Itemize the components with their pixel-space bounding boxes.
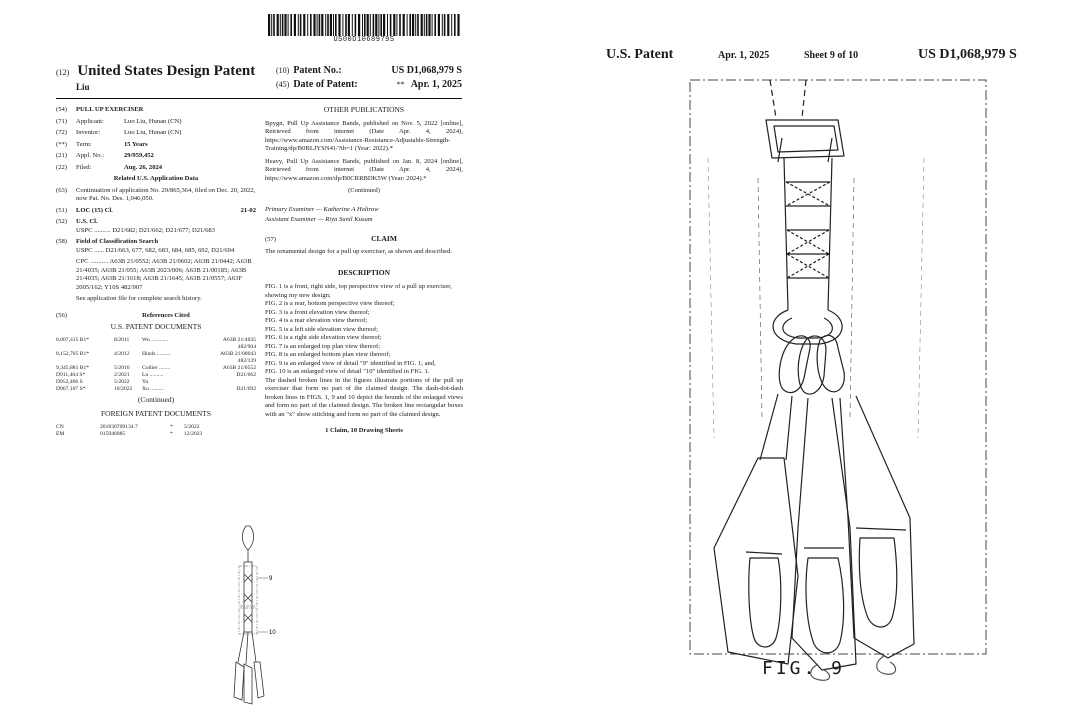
header-rule — [56, 98, 462, 99]
sheet-number: Sheet 9 of 10 — [804, 50, 859, 61]
description-line: FIG. 2 is a rear, bottom perspective view thereof; — [265, 300, 395, 307]
kind-code: (12) — [56, 68, 70, 77]
reference-row: 8,152,705 B1* 4/2012 Hinds .......... A63B 21/00043 482/139 — [56, 350, 256, 364]
related-continuation: (63) Continuation of application No. 29/865,364, filed on Dec. 20, 2022, now Pat. No. Des. 1,046,050. — [56, 186, 256, 202]
patent-number-block — [276, 65, 462, 93]
cpc-line: CPC ........... A63B 21/0552; A63B 21/0602; A63B 21/0442; A63B 21/4035; A63B 21/055; A63B 2023/006; A63B 21/00185; A63B 21/4035; A63B 21/1618; A63B 21/1645; A63B 21/0557; A63F 2005/162; Y10S 482/907 — [76, 258, 252, 291]
patent-number: US D1,068,979 S — [391, 65, 462, 76]
detail-10-label: 10 — [269, 630, 276, 636]
reference-row: D967,107 S* 10/2022 Xu .......... D21/692 — [56, 385, 256, 392]
figure-label: FIG. 9 — [762, 658, 846, 679]
publications-continued: (Continued) — [348, 187, 380, 194]
description-line: FIG. 7 is an enlarged top plan view thereof; — [265, 342, 381, 350]
reference-row: D911,464 S* 2/2021 Lu .......... D21/662 — [56, 371, 256, 378]
references-continued: (Continued) — [137, 394, 175, 404]
bibliographic-column — [56, 106, 256, 438]
biblio-inventor: (72) Inventor: Luo Liu, Hunan (CN) — [56, 129, 182, 136]
fig-9-drawing — [688, 78, 988, 688]
search-uspc: USPC ...... D21/663, 677, 682, 683, 684, 685, 692, D21/694 — [76, 246, 235, 254]
description-line: FIG. 9 is an enlarged view of detail "9" identified in FIG. 1; and, — [265, 359, 436, 367]
description-line: FIG. 1 is a front, right side, top perspective view of a pull up exerciser, showing my new design; — [265, 283, 452, 299]
inventor-surname: Liu — [76, 82, 90, 92]
foreign-reference-row: EM 015946085 * 12/2023 — [56, 430, 203, 437]
biblio-applicant: (71) Applicant: Luo Liu, Hunan (CN) — [56, 117, 182, 125]
assistant-examiner: Assistant Examiner — Riya Sunil Kusum — [265, 216, 373, 223]
biblio-title: (54) PULL UP EXERCISER — [56, 106, 144, 113]
description-heading: DESCRIPTION — [337, 267, 391, 277]
description-note: The dashed broken lines in the figures illustrate portions of the pull up exerciser that form no part of the claimed design. The dash-dot-dash broken lines in FIGS. 1, 9 and 10 depict the bounds of the enlarged views and form no part of the claimed design. The broken line rectangular boxes with an "x" show stitching and form no part of the claimed design. — [265, 376, 463, 418]
search-field: (58) Field of Classification Search — [56, 238, 159, 245]
search-history-note: See application file for complete search history. — [76, 295, 202, 302]
reference-row: D952,466 S 5/2022 Yu — [56, 378, 149, 385]
reference-row: 9,345,881 B1* 5/2016 Collier ........ A63B 21/0552 — [56, 364, 256, 371]
patent-date: Apr. 1, 2025 — [410, 79, 462, 90]
date-mark: ** — [396, 80, 405, 89]
publications-claim-column — [265, 106, 463, 436]
publication-entry: Bpygn, Pull Up Assistance Bands, published on Nov. 5, 2022 [online], Retrieved from internet (Date Apr. 4, 2024), https://www.amazon.com/Assistance-Resistance-Adjustable-Strength-Training/dp/B0BLJYSN41/?th=1 (Year: 2022).* — [265, 119, 463, 152]
description-line: FIG. 5 is a left side elevation view thereof; — [265, 325, 378, 333]
date-label: Date of Patent: — [293, 79, 358, 90]
us-class: (52) U.S. Cl. — [56, 218, 98, 225]
sheet-office: U.S. Patent — [606, 47, 674, 62]
barcode — [268, 14, 460, 36]
date-code: (45) — [276, 80, 290, 89]
related-data-heading: Related U.S. Application Data — [113, 175, 199, 182]
detail-9-label: 9 — [269, 576, 273, 582]
uspc-line: USPC .......... D21/682; D21/662; D21/677; D21/683 — [76, 226, 216, 234]
patent-no-label: Patent No.: — [293, 65, 342, 76]
description-line: FIG. 8 is an enlarged bottom plan view thereof; — [265, 351, 391, 358]
references-heading: (56) References Cited — [56, 311, 190, 319]
us-patent-docs-heading: U.S. PATENT DOCUMENTS — [110, 322, 202, 331]
barcode-number: US00D1068979S — [333, 36, 395, 44]
biblio-appl-no: (21) Appl. No.: 29/959,452 — [56, 152, 154, 159]
drawing-sheet — [540, 0, 1080, 720]
sheet-date: Apr. 1, 2025 — [718, 50, 770, 61]
description-line: FIG. 4 is a rear elevation view thereof; — [265, 317, 368, 324]
claims-sheets-count: 1 Claim, 10 Drawing Sheets — [325, 427, 403, 434]
biblio-term: (**) Term: 15 Years — [56, 140, 148, 148]
claim-heading: (57) CLAIM — [265, 233, 397, 243]
patent-title-block — [56, 62, 255, 80]
patent-title: United States Design Patent — [77, 63, 256, 79]
us-patent-docs-list — [56, 337, 256, 393]
front-page-drawing — [222, 522, 282, 712]
patent-no-code: (10) — [276, 66, 290, 75]
biblio-filed: (22) Filed: Aug. 26, 2024 — [56, 163, 163, 171]
loc-class: (51) LOC (15) Cl. 21-02 — [56, 206, 256, 214]
description-line: FIG. 6 is a right side elevation view thereof; — [265, 334, 382, 341]
foreign-reference-row: CN 201830709134.7 * 5/2022 — [56, 423, 200, 430]
sheet-patent-number: US D1,068,979 S — [918, 47, 1017, 62]
claim-text: The ornamental design for a pull up exerciser, as shown and described. — [265, 248, 453, 255]
publication-entry: Heavy, Pull Up Assistance Bands, published on Jan. 8, 2024 [online], Retrieved from internet (Date Apr. 4, 2024), https://www.amazon.com/dp/B0CRRBDK5W (Year: 2024).* — [265, 157, 463, 182]
description-line: FIG. 3 is a front elevation view thereof; — [265, 308, 370, 316]
reference-row: 8,007,415 B1* 8/2011 Wu ............ A63B 21/4035 482/904 — [56, 336, 256, 350]
other-publications-heading: OTHER PUBLICATIONS — [323, 105, 405, 114]
foreign-docs-heading: FOREIGN PATENT DOCUMENTS — [100, 409, 211, 418]
description-line: FIG. 10 is an enlarged view of detail "10" identified in FIG. 1. — [265, 368, 430, 375]
primary-examiner: Primary Examiner — Katherine A Holtrow — [265, 205, 379, 213]
